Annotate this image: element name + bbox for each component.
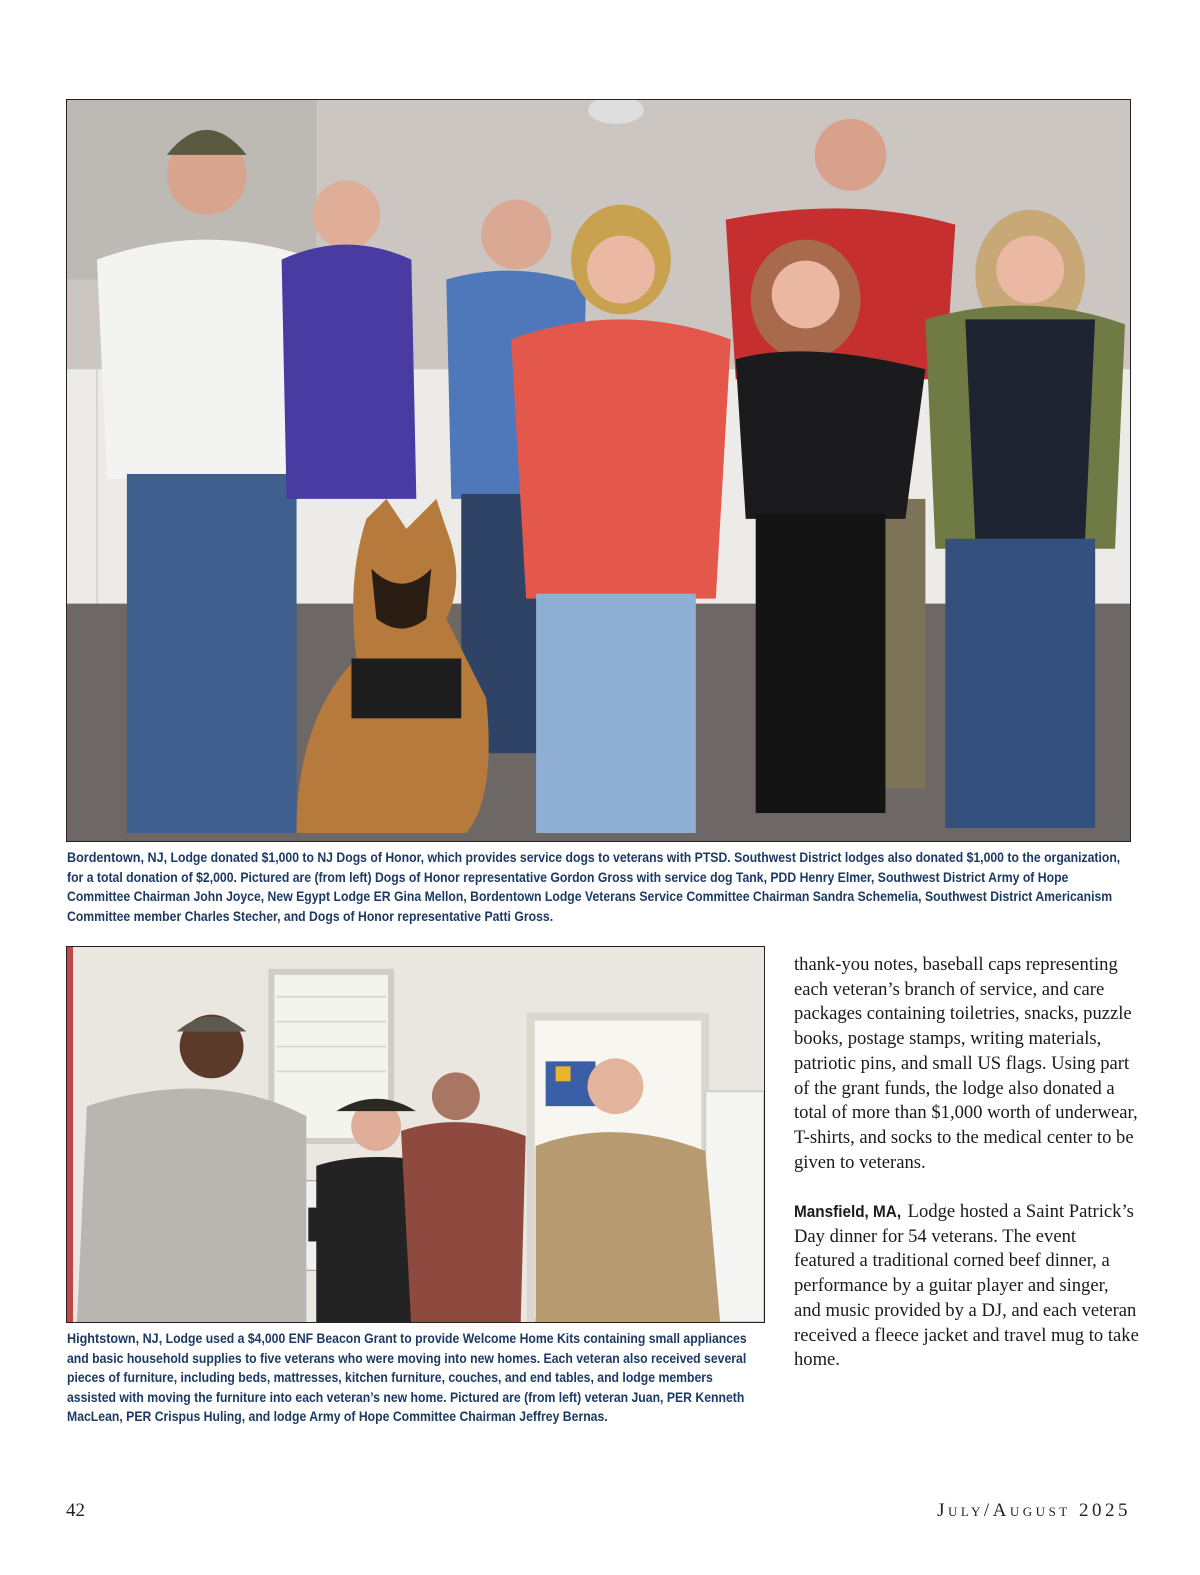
photo-hightstown-illustration: [67, 947, 764, 1322]
article-paragraph-1: thank-you notes, baseball caps representing each veteran’s branch of service, and care packages containing toiletries, snacks, puzzle books, postage stamps, writing materials, patriotic pins, and small US flags. Using part of the grant funds, the lodge also donated a total of more than $1,000 worth of underwear, T-shirts, and socks to the medical center to be given to veterans.: [794, 954, 1138, 1173]
photo-bordentown-illustration: [67, 100, 1130, 841]
caption-bordentown: [67, 848, 1134, 926]
issue-date: July/August 2025: [937, 1500, 1131, 1521]
caption-bordentown-text: Lodge donated $1,000 to NJ Dogs of Honor, which provides service dogs to veterans with PTSD. Southwest District lodges also donated $1,000 to the organization, for a total donation of $2,000. Pictured are (from left) Dogs of Honor representative Gordon Gross with service dog Tank, PDD Henry Elmer, Southwest District Army of Hope Committee Chairman John Joyce, New Egypt Lodge ER Gina Mellon, Bordentown Lodge Veterans Service Committee Chairman Sandra Schemelia, Southwest District Americanism Committee member Charles Stecher, and Dogs of Honor representative Patti Gross.: [67, 850, 1121, 924]
caption-hightstown-lead: Hightstown, NJ,: [67, 1330, 163, 1346]
caption-hightstown: [67, 1329, 765, 1427]
article-paragraph-2: [794, 1200, 1139, 1373]
caption-bordentown-lead: Bordentown, NJ,: [67, 849, 168, 865]
page-number: 42: [66, 1500, 85, 1521]
photo-bordentown-group: [66, 99, 1131, 842]
caption-hightstown-text: Lodge used a $4,000 ENF Beacon Grant to provide Welcome Home Kits containing small appliances and basic household supplies to five veterans who were moving into new homes. Each veteran also received several pieces of furniture, including beds, mattresses, kitchen furniture, couches, and end tables, and lodge members assisted with moving the furniture into each veteran’s new home. Pictured are (from left) veteran Juan, PER Kenneth MacLean, PER Crispus Huling, and lodge Army of Hope Committee Chairman Jeffrey Bernas.: [67, 1331, 747, 1424]
article-paragraph-2-text: Lodge hosted a Saint Patrick’s Day dinner for 54 veterans. The event featured a traditional corned beef dinner, a performance by a guitar player and singer, and music provided by a DJ, and each veteran received a fleece jacket and travel mug to take home.: [794, 1201, 1139, 1371]
article-paragraph-2-lead: Mansfield, MA,: [794, 1202, 902, 1222]
article-column: [794, 953, 1139, 1373]
photo-hightstown-group: [66, 946, 765, 1323]
